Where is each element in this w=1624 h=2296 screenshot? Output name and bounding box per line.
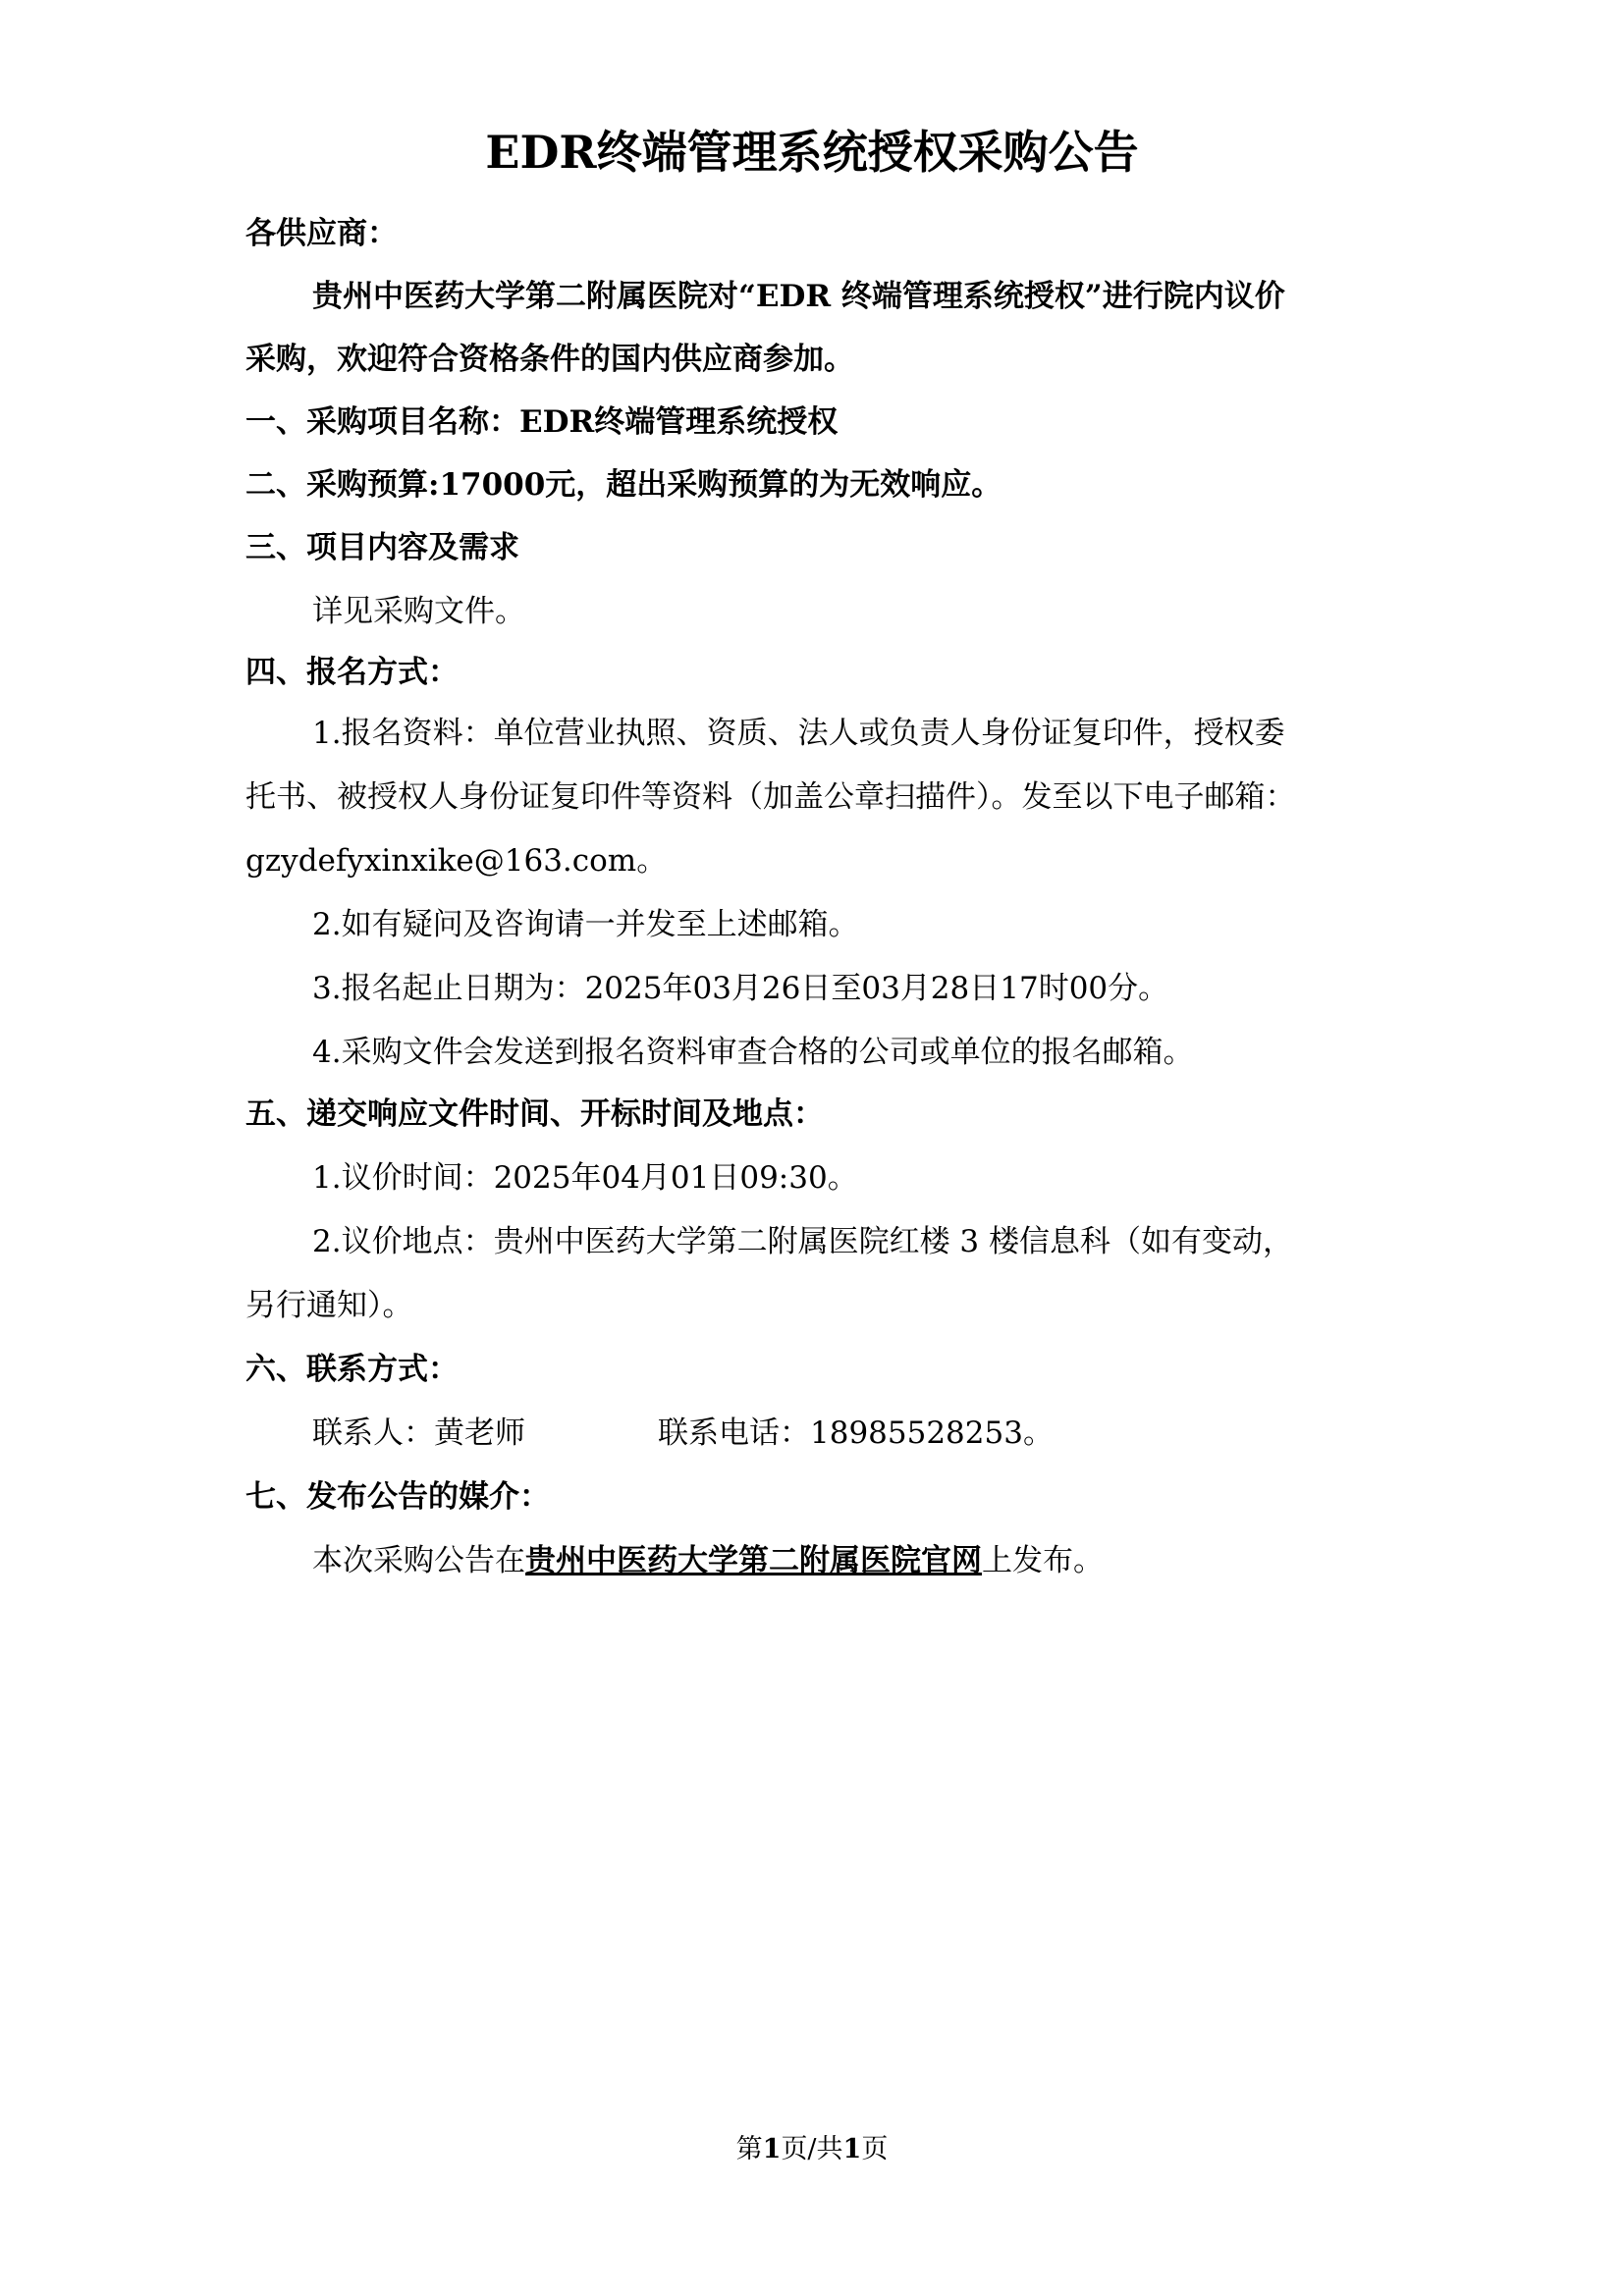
- section-7-heading: 七、发布公告的媒介：: [245, 1479, 550, 1515]
- page-footer: [0, 2130, 1624, 2169]
- section-3-body: 详见采购文件。: [312, 594, 525, 629]
- contact-person: 联系人：黄老师: [312, 1415, 525, 1451]
- section-3-heading: 三、项目内容及需求: [245, 530, 519, 565]
- intro-line-2: 采购，欢迎符合资格条件的国内供应商参加。: [245, 342, 854, 377]
- section-4-item-1-line-2: 托书、被授权人身份证复印件等资料（加盖公章扫描件）。发至以下电子邮箱：: [245, 779, 1296, 815]
- section-5-item-1: 1.议价时间：2025年04月01日09:30。: [312, 1160, 858, 1196]
- section-4-item-3: 3.报名起止日期为：2025年03月26日至03月28日17时00分。: [312, 971, 1169, 1006]
- section-5-item-2-line-2: 另行通知）。: [245, 1288, 413, 1323]
- footer-middle: 页/共: [781, 2134, 843, 2164]
- section-6-heading: 六、联系方式：: [245, 1352, 459, 1387]
- section-4-item-4: 4.采购文件会发送到报名资料审查合格的公司或单位的报名邮箱。: [312, 1035, 1194, 1070]
- section-2-budget: 二、采购预算:17000元，超出采购预算的为无效响应。: [245, 467, 1002, 503]
- section-4-item-2: 2.如有疑问及咨询请一并发至上述邮箱。: [312, 907, 859, 942]
- intro-line-1: 贵州中医药大学第二附属医院对“EDR 终端管理系统授权”进行院内议价: [312, 279, 1285, 314]
- section-5-item-2-line-1: 2.议价地点：贵州中医药大学第二附属医院红楼 3 楼信息科（如有变动，: [312, 1224, 1294, 1259]
- section-4-item-1-line-1: 1.报名资料：单位营业执照、资质、法人或负责人身份证复印件，授权委: [312, 716, 1285, 751]
- footer-suffix: 页: [861, 2134, 889, 2164]
- footer-page-number: 1: [762, 2134, 782, 2164]
- document-title: EDR终端管理系统授权采购公告: [485, 126, 1139, 179]
- hospital-website-link[interactable]: 贵州中医药大学第二附属医院官网: [525, 1543, 982, 1578]
- contact-phone: 联系电话：18985528253。: [658, 1415, 1054, 1451]
- email-address: gzydefyxinxike@163.com。: [245, 843, 668, 879]
- section-1-project-name: 一、采购项目名称：EDR终端管理系统授权: [245, 404, 839, 440]
- section-4-heading: 四、报名方式：: [245, 655, 459, 690]
- section-7-suffix: 上发布。: [982, 1543, 1104, 1578]
- section-7-body: [312, 1536, 1104, 1585]
- section-5-heading: 五、递交响应文件时间、开标时间及地点：: [245, 1096, 824, 1132]
- section-7-prefix: 本次采购公告在: [312, 1543, 525, 1578]
- footer-total-pages: 1: [842, 2134, 862, 2164]
- greeting: 各供应商：: [245, 216, 398, 251]
- footer-prefix: 第: [735, 2134, 763, 2164]
